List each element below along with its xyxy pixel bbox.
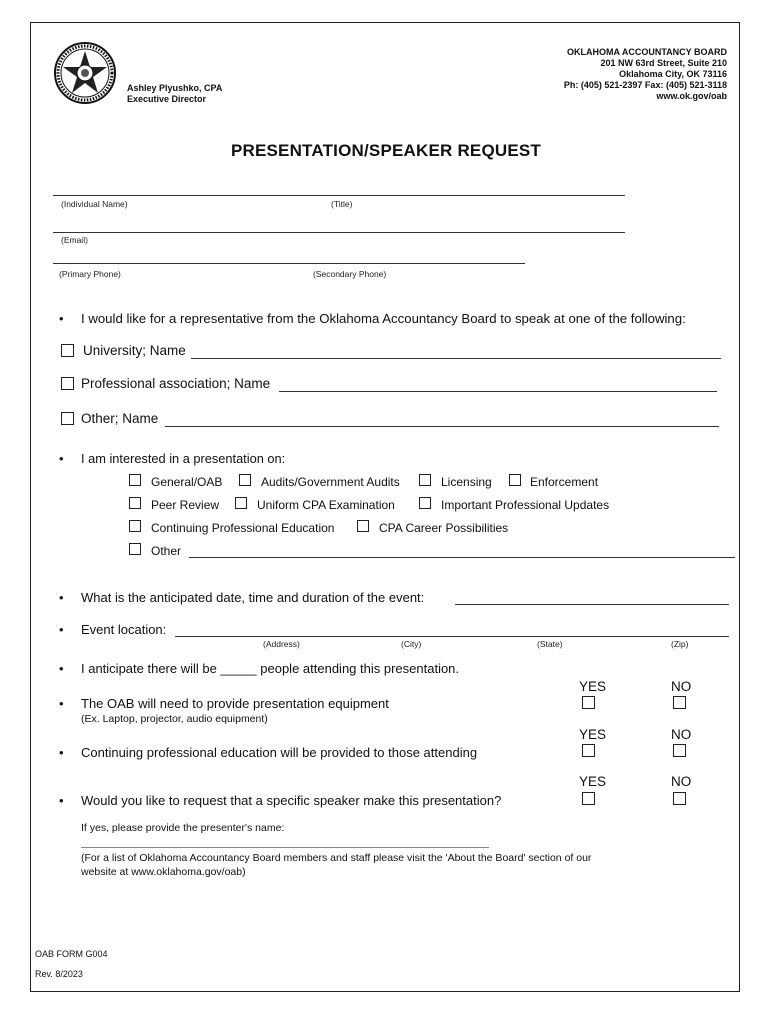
presenter-name-field[interactable] bbox=[81, 847, 489, 848]
cpe-prompt: Continuing professional education will be provided to those attending bbox=[81, 745, 478, 760]
topic-audits-checkbox[interactable] bbox=[239, 474, 251, 486]
university-name-field[interactable] bbox=[191, 358, 721, 359]
no-label: NO bbox=[671, 727, 692, 742]
topic-licensing-label: Licensing bbox=[441, 475, 492, 489]
topic-cpa-exam-label: Uniform CPA Examination bbox=[257, 498, 395, 512]
topic-peer-review-label: Peer Review bbox=[151, 498, 220, 512]
equipment-prompt: The OAB will need to provide presentation equipment bbox=[81, 696, 389, 711]
director-title: Executive Director bbox=[127, 94, 207, 104]
form-page bbox=[30, 22, 740, 992]
topic-enforcement-checkbox[interactable] bbox=[509, 474, 521, 486]
professional-association-checkbox[interactable] bbox=[61, 377, 74, 390]
address-line1: 201 NW 63rd Street, Suite 210 bbox=[600, 58, 727, 68]
bullet: • bbox=[59, 661, 64, 676]
primary-phone-label: (Primary Phone) bbox=[59, 269, 121, 279]
bullet: • bbox=[59, 311, 64, 326]
topic-career-checkbox[interactable] bbox=[357, 520, 369, 532]
topic-updates-checkbox[interactable] bbox=[419, 497, 431, 509]
equipment-no-checkbox[interactable] bbox=[673, 696, 686, 709]
page-title: PRESENTATION/SPEAKER REQUEST bbox=[230, 141, 542, 160]
zip-label: (Zip) bbox=[671, 639, 689, 649]
director-block bbox=[127, 83, 222, 105]
location-prompt: Event location: bbox=[81, 622, 167, 637]
website: www.ok.gov/oab bbox=[656, 91, 727, 101]
bullet: • bbox=[59, 622, 64, 637]
topic-audits-label: Audits/Government Audits bbox=[261, 475, 400, 489]
bullet: • bbox=[59, 696, 64, 711]
no-label: NO bbox=[671, 774, 692, 789]
title-label: (Title) bbox=[331, 199, 353, 209]
topic-peer-review-checkbox[interactable] bbox=[129, 497, 141, 509]
topic-updates-label: Important Professional Updates bbox=[441, 498, 610, 512]
speaker-yes-checkbox[interactable] bbox=[582, 792, 595, 805]
topic-other-field[interactable] bbox=[189, 557, 735, 558]
equipment-note: (Ex. Laptop, projector, audio equipment) bbox=[81, 713, 268, 725]
topic-general-checkbox[interactable] bbox=[129, 474, 141, 486]
presenter-prompt: If yes, please provide the presenter's name: bbox=[81, 822, 285, 834]
speaker-no-checkbox[interactable] bbox=[673, 792, 686, 805]
topic-licensing-checkbox[interactable] bbox=[419, 474, 431, 486]
no-label: NO bbox=[671, 679, 692, 694]
topic-cpa-exam-checkbox[interactable] bbox=[235, 497, 247, 509]
location-field[interactable] bbox=[175, 636, 729, 637]
address-line2: Oklahoma City, OK 73116 bbox=[619, 69, 727, 79]
attendance-suffix: people attending this presentation. bbox=[260, 661, 460, 676]
email-label: (Email) bbox=[61, 235, 88, 245]
address-label: (Address) bbox=[263, 639, 300, 649]
interest-prompt: I am interested in a presentation on: bbox=[81, 451, 286, 466]
cpe-yes-checkbox[interactable] bbox=[582, 744, 595, 757]
other-org-checkbox[interactable] bbox=[61, 412, 74, 425]
yes-label: YES bbox=[579, 679, 607, 694]
org-name: OKLAHOMA ACCOUNTANCY BOARD bbox=[567, 47, 727, 57]
attendance-input[interactable]: _____ bbox=[220, 661, 257, 676]
form-id: OAB FORM G004 bbox=[35, 949, 108, 959]
topic-cpe-label: Continuing Professional Education bbox=[151, 521, 335, 535]
individual-name-label: (Individual Name) bbox=[61, 199, 128, 209]
date-field[interactable] bbox=[455, 604, 729, 605]
topic-cpe-checkbox[interactable] bbox=[129, 520, 141, 532]
city-label: (City) bbox=[401, 639, 422, 649]
secondary-phone-label: (Secondary Phone) bbox=[313, 269, 387, 279]
name-title-field[interactable] bbox=[53, 195, 625, 196]
professional-association-name-field[interactable] bbox=[279, 391, 717, 392]
note-line1: (For a list of Oklahoma Accountancy Board members and staff please visit the 'About the Board' section of our bbox=[81, 852, 592, 864]
speak-prompt: I would like for a representative from the Oklahoma Accountancy Board to speak at one of the following: bbox=[81, 311, 686, 326]
bullet: • bbox=[59, 451, 64, 466]
speaker-prompt: Would you like to request that a specific speaker make this presentation? bbox=[81, 793, 502, 808]
org-address-block bbox=[564, 47, 727, 102]
university-checkbox[interactable] bbox=[61, 344, 74, 357]
date-prompt: What is the anticipated date, time and duration of the event: bbox=[81, 590, 425, 605]
topic-general-label: General/OAB bbox=[151, 475, 223, 489]
note-line2: website at www.oklahoma.gov/oab) bbox=[81, 866, 246, 878]
yes-label: YES bbox=[579, 774, 607, 789]
attendance-prefix: I anticipate there will be bbox=[81, 661, 217, 676]
professional-association-label: Professional association; Name bbox=[81, 376, 271, 391]
bullet: • bbox=[59, 590, 64, 605]
director-name: Ashley Plyushko, CPA bbox=[127, 83, 223, 93]
email-field[interactable] bbox=[53, 232, 625, 233]
state-label: (State) bbox=[537, 639, 563, 649]
phone-fax: Ph: (405) 521-2397 Fax: (405) 521-3118 bbox=[563, 80, 727, 90]
bullet: • bbox=[59, 793, 64, 808]
revision: Rev. 8/2023 bbox=[35, 969, 83, 979]
equipment-yes-checkbox[interactable] bbox=[582, 696, 595, 709]
state-seal-icon bbox=[53, 41, 117, 105]
topic-other-label: Other bbox=[151, 544, 182, 558]
phone-field[interactable] bbox=[53, 263, 525, 264]
other-org-label: Other; Name bbox=[81, 411, 159, 426]
university-label: University; Name bbox=[83, 343, 186, 358]
attendance-row bbox=[81, 661, 459, 676]
topic-enforcement-label: Enforcement bbox=[530, 475, 599, 489]
bullet: • bbox=[59, 745, 64, 760]
yes-label: YES bbox=[579, 727, 607, 742]
other-org-name-field[interactable] bbox=[165, 426, 719, 427]
cpe-no-checkbox[interactable] bbox=[673, 744, 686, 757]
topic-career-label: CPA Career Possibilities bbox=[379, 521, 509, 535]
topic-other-checkbox[interactable] bbox=[129, 543, 141, 555]
